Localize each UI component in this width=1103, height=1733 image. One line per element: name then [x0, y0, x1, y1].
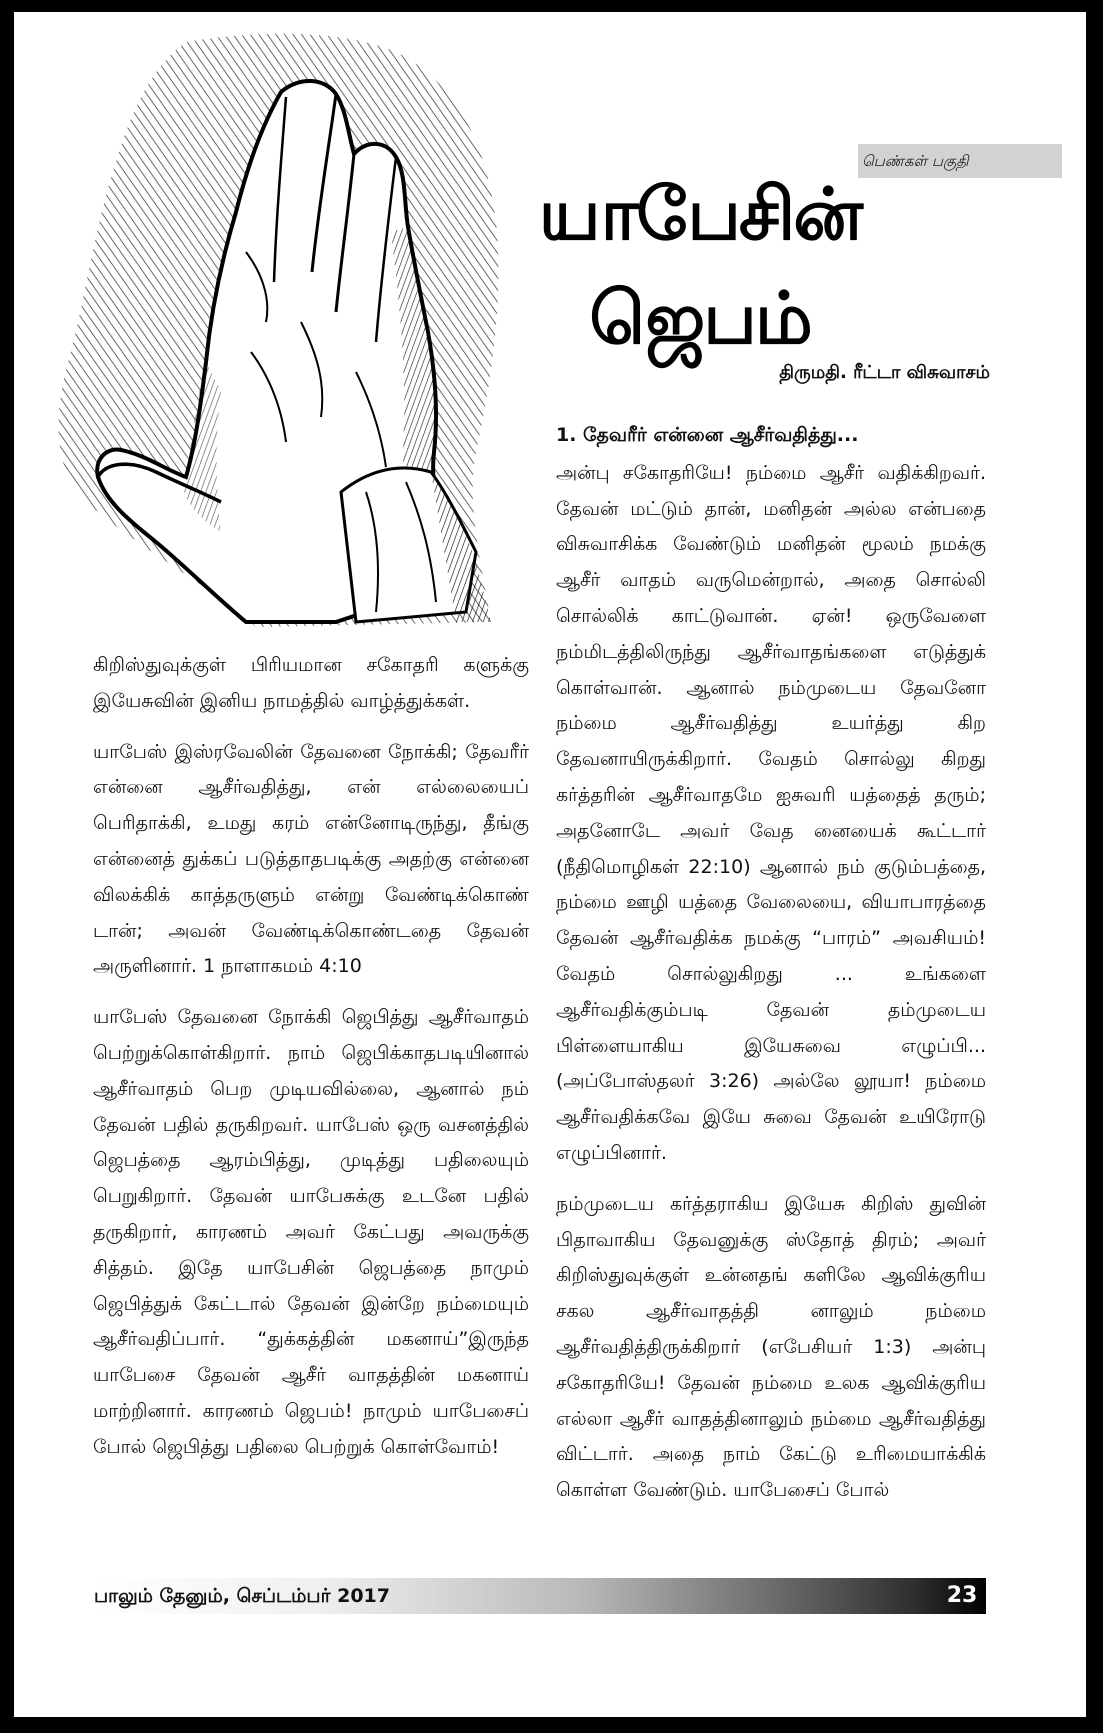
left-column — [93, 648, 529, 1466]
page-border-right — [1086, 0, 1103, 1733]
section-heading: 1. தேவரீர் என்னை ஆசீர்வதித்து... — [556, 424, 859, 446]
paragraph: நம்முடைய கர்த்தராகிய இயேசு கிறிஸ் துவின் பிதாவாகிய தேவனுக்கு ஸ்தோத் திரம்; அவர் கிறிஸ்துவுக்குள் உன்னதங் களிலே ஆவிக்குரிய சகல ஆசீர்வாதத்தி னாலும் நம்மை ஆசீர்வதித்திருக்கிறார் (எபேசியர் 1:3) அன்பு சகோதரியே! தேவன் நம்மை உலக ஆவிக்குரிய எல்லா ஆசீர் வாதத்தினாலும் நம்மை ஆசீர்வதித்து விட்டார். அதை நாம் கேட்டு உரிமையாக்கிக் கொள்ள வேண்டும். யாபேசைப் போல் — [556, 1192, 986, 1502]
paragraph: யாபேஸ் தேவனை நோக்கி ஜெபித்து ஆசீர்வாதம் பெற்றுக்கொள்கிறார். நாம் ஜெபிக்காதபடியினால் ஆசீர்வாதம் பெற முடியவில்லை, ஆனால் நம் தேவன் பதில் தருகிறவர். யாபேஸ் ஒரு வசனத்தில் ஜெபத்தை ஆரம்பித்து, முடித்து பதிலையும் பெறுகிறார். தேவன் யாபேசுக்கு உடனே பதில் தருகிறார், காரணம் அவர் கேட்பது அவருக்கு சித்தம். இதே யாபேசின் ஜெபத்தை நாமும் ஜெபித்துக் கேட்டால் தேவன் இன்றே நம்மையும் ஆசீர்வதிப்பார். “துக்கத்தின் மகனாய்”இருந்த யாபேசை தேவன் ஆசீர் வாதத்தின் மகனாய் மாற்றினார். காரணம் ஜெபம்! நாமும் யாபேசைப் போல் ஜெபித்து பதிலை பெற்றுக் கொள்வோம்! — [93, 1006, 529, 1458]
title-line-2: ஜெபம் — [589, 276, 811, 360]
page-border-left — [0, 0, 14, 1733]
publication-name: பாலும் தேனும், செப்டம்பர் 2017 — [94, 1585, 390, 1607]
section-tag: பெண்கள் பகுதி — [862, 152, 969, 170]
article-title — [500, 162, 900, 372]
paragraph: கிறிஸ்துவுக்குள் பிரியமான சகோதரி களுக்கு இயேசுவின் இனிய நாமத்தில் வாழ்த்துக்கள். — [93, 654, 529, 712]
page-border-bottom — [0, 1717, 1103, 1733]
author-byline: திருமதி. ரீட்டா விசுவாசம் — [779, 362, 990, 383]
paragraph: அன்பு சகோதரியே! நம்மை ஆசீர் வதிக்கிறவர். தேவன் மட்டும் தான், மனிதன் அல்ல என்பதை விசுவாசிக்க வேண்டும் மனிதன் மூலம் நமக்கு ஆசீர் வாதம் வருமென்றால், அதை சொல்லி சொல்லிக் காட்டுவான். ஏன்! ஒருவேளை நம்மிடத்திலிருந்து ஆசீர்வாதங்களை எடுத்துக் கொள்வான். ஆனால் நம்முடைய தேவனோ நம்மை ஆசீர்வதித்து உயர்த்து கிற தேவனாயிருக்கிறார். வேதம் சொல்லு கிறது கர்த்தரின் ஆசீர்வாதமே ஐசுவரி யத்தைத் தரும்; அதனோடே அவர் வேத னையைக் கூட்டார் (நீதிமொழிகள் 22:10) ஆனால் நம் குடும்பத்தை, நம்மை ஊழி யத்தை வேலையை, வியாபாரத்தை தேவன் ஆசீர்வதிக்க நமக்கு “பாரம்” அவசியம்! வேதம் சொல்லுகிறது ... உங்களை ஆசீர்வதிக்கும்படி தேவன் தம்முடைய பிள்ளையாகிய இயேசுவை எழுப்பி... (அப்போஸ்தலர் 3:26) அல்லே லூயா! நம்மை ஆசீர்வதிக்கவே இயே சுவை தேவன் உயிரோடு எழுப்பினார். — [556, 461, 986, 1164]
page-border-top — [0, 0, 1103, 12]
right-column — [556, 418, 986, 1509]
page-number: 23 — [946, 1583, 978, 1608]
title-line-1: யாபேசின் — [538, 172, 862, 256]
praying-hands-icon — [36, 22, 506, 632]
paragraph: யாபேஸ் இஸ்ரவேலின் தேவனை நோக்கி; தேவரீர் என்னை ஆசீர்வதித்து, என் எல்லையைப் பெரிதாக்கி, உமது கரம் என்னோடிருந்து, தீங்கு என்னைத் துக்கப் படுத்தாதபடிக்கு அதற்கு என்னை விலக்கிக் காத்தருளும் என்று வேண்டிக்கொண் டான்; அவன் வேண்டிக்கொண்டதை தேவன் அருளினார். 1 நாளாகமம் 4:10 — [93, 740, 529, 978]
